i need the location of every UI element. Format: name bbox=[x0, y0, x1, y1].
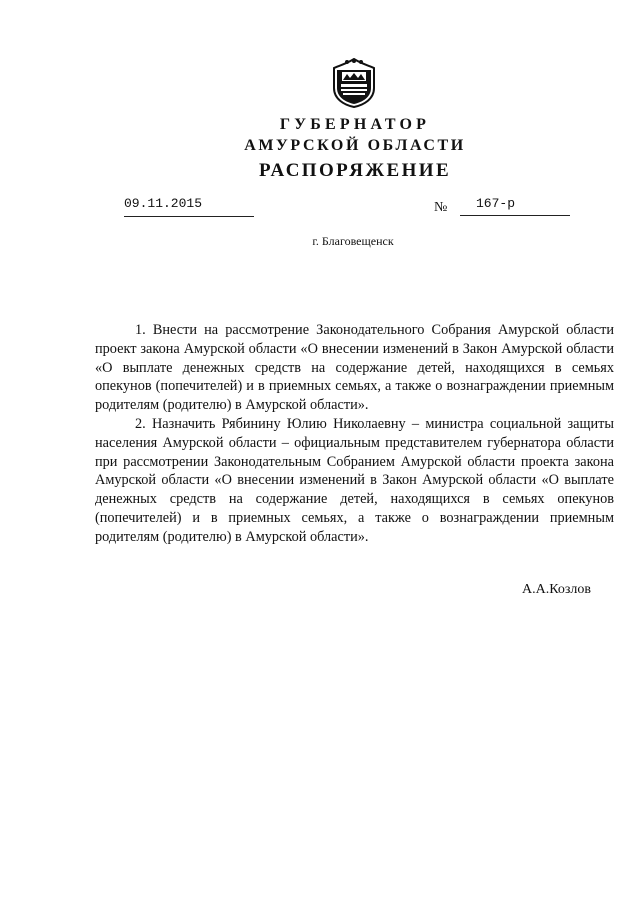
document-number: 167-р bbox=[460, 196, 570, 216]
coat-of-arms-icon bbox=[332, 58, 376, 108]
document-body bbox=[95, 321, 614, 547]
paragraph-1: 1. Внести на рассмотрение Законодательного Собрания Амурской области проект закона Амурской области «О внесении изменений в Закон Амурской области «О выплате денежных средств на содержание детей, находящихся в семьях опекунов (попечителей) и в приемных семьях, а также о вознаграждении приемным родителям (родителю) в Амурской области». bbox=[95, 322, 614, 414]
document-date: 09.11.2015 bbox=[124, 196, 254, 217]
city-name: г. Благовещенск bbox=[312, 234, 394, 248]
paragraph-2: 2. Назначить Рябинину Юлию Николаевну – министра социальной защиты населения Амурской области – официальным представителем губернатора области при рассмотрении Законодательным Собранием Амурской области проекта закона Амурской области «О внесении изменений в Закон Амурской области «О выплате денежных средств на содержание детей, находящихся в семьях опекунов (попечителей) и в приемных семьях, а также о вознаграждении приемным родителям (родителю) в Амурской области». bbox=[95, 415, 614, 545]
number-sign: № bbox=[434, 200, 448, 215]
title-region: АМУРСКОЙ ОБЛАСТИ bbox=[244, 137, 466, 154]
document-type: РАСПОРЯЖЕНИЕ bbox=[258, 160, 452, 181]
signature-name: А.А.Козлов bbox=[522, 582, 591, 597]
title-governor: ГУБЕРНАТОР bbox=[279, 116, 431, 133]
